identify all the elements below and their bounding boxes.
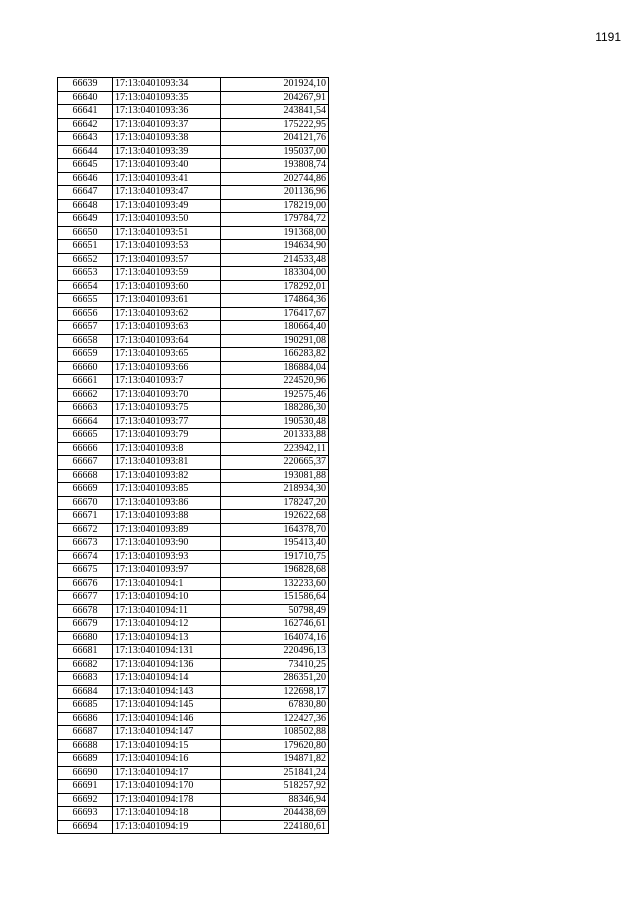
value-cell: 224520,96 <box>221 375 329 389</box>
cadastral-number-cell: 17:13:0401094:170 <box>113 780 221 794</box>
row-number-cell: 66689 <box>58 753 113 767</box>
cadastral-number-cell: 17:13:0401094:13 <box>113 631 221 645</box>
row-number-cell: 66644 <box>58 145 113 159</box>
value-cell: 193081,88 <box>221 469 329 483</box>
table-row <box>58 321 329 335</box>
value-cell: 178247,20 <box>221 496 329 510</box>
cadastral-number-cell: 17:13:0401093:35 <box>113 91 221 105</box>
table-row <box>58 361 329 375</box>
cadastral-number-cell: 17:13:0401093:97 <box>113 564 221 578</box>
value-cell: 151586,64 <box>221 591 329 605</box>
row-number-cell: 66653 <box>58 267 113 281</box>
row-number-cell: 66660 <box>58 361 113 375</box>
value-cell: 122698,17 <box>221 685 329 699</box>
row-number-cell: 66692 <box>58 793 113 807</box>
cadastral-number-cell: 17:13:0401093:63 <box>113 321 221 335</box>
cadastral-number-cell: 17:13:0401093:66 <box>113 361 221 375</box>
value-cell: 186884,04 <box>221 361 329 375</box>
row-number-cell: 66652 <box>58 253 113 267</box>
value-cell: 132233,60 <box>221 577 329 591</box>
row-number-cell: 66645 <box>58 159 113 173</box>
value-cell: 224180,61 <box>221 820 329 834</box>
value-cell: 204267,91 <box>221 91 329 105</box>
cadastral-number-cell: 17:13:0401093:49 <box>113 199 221 213</box>
row-number-cell: 66669 <box>58 483 113 497</box>
cadastral-number-cell: 17:13:0401093:39 <box>113 145 221 159</box>
row-number-cell: 66682 <box>58 658 113 672</box>
table-row <box>58 280 329 294</box>
table-row <box>58 267 329 281</box>
value-cell: 202744,86 <box>221 172 329 186</box>
row-number-cell: 66663 <box>58 402 113 416</box>
cadastral-number-cell: 17:13:0401093:41 <box>113 172 221 186</box>
value-cell: 194634,90 <box>221 240 329 254</box>
value-cell: 214533,48 <box>221 253 329 267</box>
table-row <box>58 793 329 807</box>
table-row <box>58 496 329 510</box>
table-row <box>58 375 329 389</box>
row-number-cell: 66668 <box>58 469 113 483</box>
row-number-cell: 66656 <box>58 307 113 321</box>
cadastral-number-cell: 17:13:0401093:7 <box>113 375 221 389</box>
table-row <box>58 483 329 497</box>
cadastral-number-cell: 17:13:0401093:59 <box>113 267 221 281</box>
cadastral-number-cell: 17:13:0401094:16 <box>113 753 221 767</box>
cadastral-number-cell: 17:13:0401093:38 <box>113 132 221 146</box>
cadastral-number-cell: 17:13:0401093:93 <box>113 550 221 564</box>
value-cell: 166283,82 <box>221 348 329 362</box>
row-number-cell: 66641 <box>58 105 113 119</box>
cadastral-number-cell: 17:13:0401094:15 <box>113 739 221 753</box>
cadastral-number-cell: 17:13:0401093:34 <box>113 78 221 92</box>
page-number: 1191 <box>595 30 621 44</box>
cadastral-number-cell: 17:13:0401093:85 <box>113 483 221 497</box>
value-cell: 190530,48 <box>221 415 329 429</box>
cadastral-number-cell: 17:13:0401093:81 <box>113 456 221 470</box>
row-number-cell: 66686 <box>58 712 113 726</box>
cadastral-number-cell: 17:13:0401093:36 <box>113 105 221 119</box>
table-row <box>58 658 329 672</box>
cadastral-number-cell: 17:13:0401093:60 <box>113 280 221 294</box>
table-row <box>58 699 329 713</box>
table-row <box>58 442 329 456</box>
value-cell: 88346,94 <box>221 793 329 807</box>
cadastral-number-cell: 17:13:0401093:8 <box>113 442 221 456</box>
cadastral-number-cell: 17:13:0401093:53 <box>113 240 221 254</box>
cadastral-number-cell: 17:13:0401094:143 <box>113 685 221 699</box>
value-cell: 180664,40 <box>221 321 329 335</box>
value-cell: 174864,36 <box>221 294 329 308</box>
row-number-cell: 66675 <box>58 564 113 578</box>
value-cell: 201136,96 <box>221 186 329 200</box>
table-row <box>58 618 329 632</box>
cadastral-number-cell: 17:13:0401094:17 <box>113 766 221 780</box>
cadastral-number-cell: 17:13:0401093:70 <box>113 388 221 402</box>
cadastral-number-cell: 17:13:0401093:86 <box>113 496 221 510</box>
value-cell: 195413,40 <box>221 537 329 551</box>
row-number-cell: 66659 <box>58 348 113 362</box>
table-row <box>58 213 329 227</box>
row-number-cell: 66664 <box>58 415 113 429</box>
row-number-cell: 66661 <box>58 375 113 389</box>
value-cell: 201924,10 <box>221 78 329 92</box>
cadastral-number-cell: 17:13:0401093:77 <box>113 415 221 429</box>
cadastral-number-cell: 17:13:0401094:10 <box>113 591 221 605</box>
cadastral-number-cell: 17:13:0401093:82 <box>113 469 221 483</box>
table-row <box>58 591 329 605</box>
value-cell: 196828,68 <box>221 564 329 578</box>
table-row <box>58 226 329 240</box>
row-number-cell: 66685 <box>58 699 113 713</box>
row-number-cell: 66680 <box>58 631 113 645</box>
value-cell: 190291,08 <box>221 334 329 348</box>
table-row <box>58 159 329 173</box>
table-row <box>58 564 329 578</box>
table-row <box>58 253 329 267</box>
value-cell: 220665,37 <box>221 456 329 470</box>
row-number-cell: 66693 <box>58 807 113 821</box>
row-number-cell: 66677 <box>58 591 113 605</box>
cadastral-number-cell: 17:13:0401094:147 <box>113 726 221 740</box>
cadastral-number-cell: 17:13:0401094:18 <box>113 807 221 821</box>
cadastral-number-cell: 17:13:0401094:19 <box>113 820 221 834</box>
cadastral-number-cell: 17:13:0401093:75 <box>113 402 221 416</box>
table-row <box>58 334 329 348</box>
value-cell: 201333,88 <box>221 429 329 443</box>
value-cell: 179620,80 <box>221 739 329 753</box>
table-row <box>58 726 329 740</box>
table-row <box>58 294 329 308</box>
cadastral-number-cell: 17:13:0401093:37 <box>113 118 221 132</box>
value-cell: 176417,67 <box>221 307 329 321</box>
table-row <box>58 712 329 726</box>
cadastral-number-cell: 17:13:0401093:65 <box>113 348 221 362</box>
table-row <box>58 348 329 362</box>
value-cell: 178292,01 <box>221 280 329 294</box>
cadastral-number-cell: 17:13:0401093:47 <box>113 186 221 200</box>
table-row <box>58 307 329 321</box>
row-number-cell: 66655 <box>58 294 113 308</box>
row-number-cell: 66681 <box>58 645 113 659</box>
value-cell: 191710,75 <box>221 550 329 564</box>
row-number-cell: 66691 <box>58 780 113 794</box>
value-cell: 67830,80 <box>221 699 329 713</box>
value-cell: 164378,70 <box>221 523 329 537</box>
value-cell: 178219,00 <box>221 199 329 213</box>
table-row <box>58 132 329 146</box>
table-body <box>58 78 329 834</box>
table-row <box>58 753 329 767</box>
cadastral-number-cell: 17:13:0401094:131 <box>113 645 221 659</box>
table-row <box>58 820 329 834</box>
table-row <box>58 172 329 186</box>
cadastral-number-cell: 17:13:0401094:11 <box>113 604 221 618</box>
row-number-cell: 66672 <box>58 523 113 537</box>
row-number-cell: 66648 <box>58 199 113 213</box>
cadastral-number-cell: 17:13:0401093:90 <box>113 537 221 551</box>
cadastral-number-cell: 17:13:0401093:62 <box>113 307 221 321</box>
table-row <box>58 91 329 105</box>
cadastral-number-cell: 17:13:0401093:79 <box>113 429 221 443</box>
value-cell: 192575,46 <box>221 388 329 402</box>
cadastral-number-cell: 17:13:0401093:64 <box>113 334 221 348</box>
cadastral-number-cell: 17:13:0401094:14 <box>113 672 221 686</box>
table-row <box>58 739 329 753</box>
table-row <box>58 415 329 429</box>
row-number-cell: 66670 <box>58 496 113 510</box>
table-row <box>58 550 329 564</box>
cadastral-number-cell: 17:13:0401093:57 <box>113 253 221 267</box>
row-number-cell: 66647 <box>58 186 113 200</box>
value-cell: 192622,68 <box>221 510 329 524</box>
table-row <box>58 577 329 591</box>
data-table <box>57 77 329 834</box>
value-cell: 194871,82 <box>221 753 329 767</box>
table-row <box>58 766 329 780</box>
value-cell: 243841,54 <box>221 105 329 119</box>
value-cell: 50798,49 <box>221 604 329 618</box>
table-row <box>58 645 329 659</box>
row-number-cell: 66678 <box>58 604 113 618</box>
value-cell: 193808,74 <box>221 159 329 173</box>
value-cell: 286351,20 <box>221 672 329 686</box>
table-row <box>58 388 329 402</box>
value-cell: 195037,00 <box>221 145 329 159</box>
row-number-cell: 66674 <box>58 550 113 564</box>
cadastral-number-cell: 17:13:0401093:51 <box>113 226 221 240</box>
row-number-cell: 66688 <box>58 739 113 753</box>
row-number-cell: 66658 <box>58 334 113 348</box>
row-number-cell: 66684 <box>58 685 113 699</box>
table-row <box>58 537 329 551</box>
table-row <box>58 604 329 618</box>
value-cell: 223942,11 <box>221 442 329 456</box>
row-number-cell: 66650 <box>58 226 113 240</box>
value-cell: 220496,13 <box>221 645 329 659</box>
table-row <box>58 631 329 645</box>
cadastral-number-cell: 17:13:0401093:89 <box>113 523 221 537</box>
value-cell: 218934,30 <box>221 483 329 497</box>
value-cell: 518257,92 <box>221 780 329 794</box>
table-row <box>58 523 329 537</box>
row-number-cell: 66657 <box>58 321 113 335</box>
cadastral-number-cell: 17:13:0401093:88 <box>113 510 221 524</box>
value-cell: 164074,16 <box>221 631 329 645</box>
value-cell: 183304,00 <box>221 267 329 281</box>
row-number-cell: 66654 <box>58 280 113 294</box>
value-cell: 162746,61 <box>221 618 329 632</box>
table-row <box>58 105 329 119</box>
value-cell: 73410,25 <box>221 658 329 672</box>
cadastral-number-cell: 17:13:0401093:50 <box>113 213 221 227</box>
cadastral-number-cell: 17:13:0401094:145 <box>113 699 221 713</box>
value-cell: 204121,76 <box>221 132 329 146</box>
row-number-cell: 66640 <box>58 91 113 105</box>
table-row <box>58 240 329 254</box>
value-cell: 122427,36 <box>221 712 329 726</box>
table-row <box>58 807 329 821</box>
cadastral-number-cell: 17:13:0401094:136 <box>113 658 221 672</box>
row-number-cell: 66679 <box>58 618 113 632</box>
table-row <box>58 510 329 524</box>
value-cell: 108502,88 <box>221 726 329 740</box>
table-row <box>58 469 329 483</box>
table-row <box>58 429 329 443</box>
table-row <box>58 685 329 699</box>
value-cell: 179784,72 <box>221 213 329 227</box>
cadastral-number-cell: 17:13:0401093:61 <box>113 294 221 308</box>
cadastral-number-cell: 17:13:0401094:146 <box>113 712 221 726</box>
cadastral-number-cell: 17:13:0401094:178 <box>113 793 221 807</box>
row-number-cell: 66673 <box>58 537 113 551</box>
table-row <box>58 145 329 159</box>
value-cell: 204438,69 <box>221 807 329 821</box>
row-number-cell: 66667 <box>58 456 113 470</box>
row-number-cell: 66690 <box>58 766 113 780</box>
row-number-cell: 66671 <box>58 510 113 524</box>
row-number-cell: 66666 <box>58 442 113 456</box>
row-number-cell: 66683 <box>58 672 113 686</box>
table-row <box>58 199 329 213</box>
cadastral-number-cell: 17:13:0401094:12 <box>113 618 221 632</box>
row-number-cell: 66646 <box>58 172 113 186</box>
value-cell: 188286,30 <box>221 402 329 416</box>
table-row <box>58 672 329 686</box>
table-row <box>58 780 329 794</box>
row-number-cell: 66643 <box>58 132 113 146</box>
cadastral-number-cell: 17:13:0401093:40 <box>113 159 221 173</box>
row-number-cell: 66676 <box>58 577 113 591</box>
row-number-cell: 66665 <box>58 429 113 443</box>
row-number-cell: 66687 <box>58 726 113 740</box>
table-row <box>58 118 329 132</box>
table-row <box>58 402 329 416</box>
table-row <box>58 78 329 92</box>
row-number-cell: 66694 <box>58 820 113 834</box>
table-row <box>58 456 329 470</box>
value-cell: 175222,95 <box>221 118 329 132</box>
row-number-cell: 66639 <box>58 78 113 92</box>
row-number-cell: 66662 <box>58 388 113 402</box>
table-row <box>58 186 329 200</box>
row-number-cell: 66649 <box>58 213 113 227</box>
row-number-cell: 66651 <box>58 240 113 254</box>
value-cell: 191368,00 <box>221 226 329 240</box>
value-cell: 251841,24 <box>221 766 329 780</box>
row-number-cell: 66642 <box>58 118 113 132</box>
cadastral-number-cell: 17:13:0401094:1 <box>113 577 221 591</box>
